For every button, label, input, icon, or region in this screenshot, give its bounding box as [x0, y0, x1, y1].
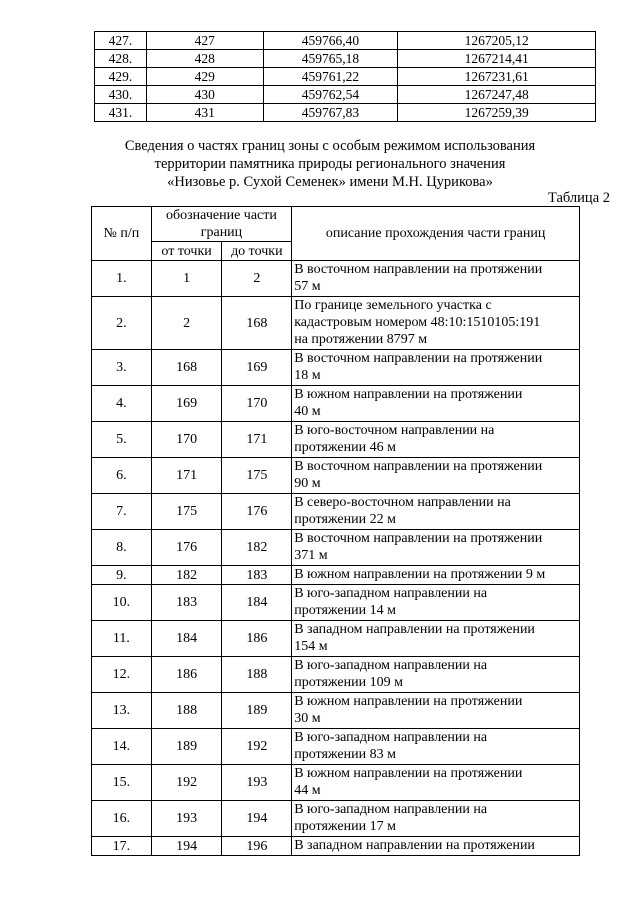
table-row — [92, 386, 580, 422]
table-row — [92, 801, 580, 837]
row-from-point: 176 — [151, 530, 222, 566]
row-description-line: В восточном направлении на протяжении — [294, 351, 543, 366]
table-row — [92, 837, 580, 856]
row-from-point: 175 — [151, 494, 222, 530]
row-description — [292, 765, 580, 801]
row-from-point: 192 — [151, 765, 222, 801]
row-description — [292, 657, 580, 693]
row-description — [292, 729, 580, 765]
row-description-line: В западном направлении на протяжении — [294, 622, 535, 637]
row-description-line: кадастровым номером 48:10:1510105:191 — [294, 315, 541, 330]
row-description-line: В восточном направлении на протяжении — [294, 459, 543, 474]
row-num: 11. — [92, 621, 152, 657]
row-description-line: В северо-восточном направлении на — [294, 495, 511, 510]
table-label: Таблица 2 — [547, 190, 610, 206]
row-to-point: 184 — [222, 585, 292, 621]
row-description — [292, 530, 580, 566]
coordinate-row — [95, 68, 596, 86]
section-heading — [60, 137, 600, 191]
row-from-point: 171 — [151, 458, 222, 494]
row-description-line: В южном направлении на протяжении — [294, 766, 523, 781]
coord-num: 429. — [95, 68, 147, 86]
coord-point: 430 — [146, 86, 263, 104]
row-num: 15. — [92, 765, 152, 801]
header-designation-line-1: обозначение части — [166, 208, 277, 223]
row-description-line: протяжении 14 м — [294, 603, 396, 618]
coord-x: 459762,54 — [263, 86, 398, 104]
coord-point: 429 — [146, 68, 263, 86]
row-description-line: В восточном направлении на протяжении — [294, 531, 543, 546]
row-to-point: 196 — [222, 837, 292, 856]
header-from-point: от точки — [151, 242, 222, 261]
coord-num: 428. — [95, 50, 147, 68]
coord-point: 431 — [146, 104, 263, 122]
coordinate-row — [95, 50, 596, 68]
row-from-point: 193 — [151, 801, 222, 837]
row-description-line: протяжении 22 м — [294, 512, 396, 527]
row-description — [292, 494, 580, 530]
row-description-line: В юго-восточном направлении на — [294, 423, 495, 438]
table-row — [92, 297, 580, 350]
row-num: 8. — [92, 530, 152, 566]
table-row — [92, 621, 580, 657]
row-num: 6. — [92, 458, 152, 494]
row-description-line: В южном направлении на протяжении — [294, 387, 523, 402]
row-num: 1. — [92, 261, 152, 297]
row-description-line: 18 м — [294, 368, 321, 383]
coord-y: 1267247,48 — [398, 86, 596, 104]
row-description-line: протяжении 83 м — [294, 747, 396, 762]
row-to-point: 182 — [222, 530, 292, 566]
row-description — [292, 261, 580, 297]
row-from-point: 189 — [151, 729, 222, 765]
boundary-parts-table — [91, 206, 580, 856]
coordinates-table — [94, 31, 596, 122]
row-description-line: 30 м — [294, 711, 321, 726]
row-from-point: 168 — [151, 350, 222, 386]
row-num: 13. — [92, 693, 152, 729]
row-description-line: 90 м — [294, 476, 321, 491]
row-num: 17. — [92, 837, 152, 856]
table-row — [92, 350, 580, 386]
row-description-line: В юго-западном направлении на — [294, 730, 488, 745]
table-row — [92, 261, 580, 297]
coord-point: 428 — [146, 50, 263, 68]
row-to-point: 192 — [222, 729, 292, 765]
coord-y: 1267214,41 — [398, 50, 596, 68]
coord-y: 1267205,12 — [398, 32, 596, 50]
row-description-line: В южном направлении на протяжении — [294, 694, 523, 709]
coord-y: 1267231,61 — [398, 68, 596, 86]
header-designation-line-2: границ — [200, 225, 243, 240]
row-description — [292, 801, 580, 837]
coord-x: 459765,18 — [263, 50, 398, 68]
row-description-line: 44 м — [294, 783, 321, 798]
coord-x: 459766,40 — [263, 32, 398, 50]
row-description-line: По границе земельного участка с — [294, 298, 492, 313]
row-to-point: 194 — [222, 801, 292, 837]
coordinates-table-body — [95, 32, 596, 122]
coordinate-row — [95, 86, 596, 104]
heading-line-3: «Низовье р. Сухой Семенек» имени М.Н. Цурикова» — [167, 174, 493, 190]
row-num: 5. — [92, 422, 152, 458]
coord-num: 430. — [95, 86, 147, 104]
row-num: 9. — [92, 566, 152, 585]
heading-line-1: Сведения о частях границ зоны с особым режимом использования — [124, 138, 536, 154]
row-description-line: В южном направлении на протяжении 9 м — [294, 567, 546, 582]
coord-y: 1267259,39 — [398, 104, 596, 122]
row-description-line: протяжении 109 м — [294, 675, 403, 690]
row-description — [292, 693, 580, 729]
row-from-point: 2 — [151, 297, 222, 350]
header-description: описание прохождения части границ — [292, 207, 580, 261]
row-description-line: на протяжении 8797 м — [294, 332, 428, 347]
coord-num: 427. — [95, 32, 147, 50]
row-from-point: 186 — [151, 657, 222, 693]
row-description-line: В восточном направлении на протяжении — [294, 262, 543, 277]
row-description — [292, 566, 580, 585]
boundary-parts-table-body — [92, 261, 580, 856]
row-from-point: 183 — [151, 585, 222, 621]
row-description — [292, 585, 580, 621]
row-from-point: 170 — [151, 422, 222, 458]
row-description-line: протяжении 46 м — [294, 440, 396, 455]
header-designation — [151, 207, 292, 242]
row-from-point: 184 — [151, 621, 222, 657]
row-description-line: 40 м — [294, 404, 321, 419]
row-num: 12. — [92, 657, 152, 693]
row-to-point: 193 — [222, 765, 292, 801]
coord-x: 459761,22 — [263, 68, 398, 86]
row-to-point: 175 — [222, 458, 292, 494]
row-to-point: 168 — [222, 297, 292, 350]
table-row — [92, 585, 580, 621]
row-num: 4. — [92, 386, 152, 422]
row-description — [292, 386, 580, 422]
row-to-point: 183 — [222, 566, 292, 585]
row-description — [292, 837, 580, 856]
row-num: 2. — [92, 297, 152, 350]
row-description — [292, 297, 580, 350]
row-description-line: В юго-западном направлении на — [294, 802, 488, 817]
row-num: 3. — [92, 350, 152, 386]
row-to-point: 188 — [222, 657, 292, 693]
table-row — [92, 422, 580, 458]
row-description — [292, 458, 580, 494]
row-description-line: 57 м — [294, 279, 321, 294]
row-to-point: 2 — [222, 261, 292, 297]
row-num: 10. — [92, 585, 152, 621]
row-from-point: 169 — [151, 386, 222, 422]
coordinate-row — [95, 32, 596, 50]
coordinate-row — [95, 104, 596, 122]
table-row — [92, 566, 580, 585]
row-description-line: 154 м — [294, 639, 328, 654]
row-description-line: В юго-западном направлении на — [294, 658, 488, 673]
row-from-point: 182 — [151, 566, 222, 585]
row-to-point: 170 — [222, 386, 292, 422]
coord-point: 427 — [146, 32, 263, 50]
table-row — [92, 693, 580, 729]
row-from-point: 188 — [151, 693, 222, 729]
table-row — [92, 494, 580, 530]
row-description-line: 371 м — [294, 548, 328, 563]
header-to-point: до точки — [222, 242, 292, 261]
row-num: 7. — [92, 494, 152, 530]
table-row — [92, 458, 580, 494]
coord-x: 459767,83 — [263, 104, 398, 122]
row-description-line: В западном направлении на протяжении — [294, 838, 535, 853]
row-to-point: 189 — [222, 693, 292, 729]
row-to-point: 171 — [222, 422, 292, 458]
row-to-point: 176 — [222, 494, 292, 530]
row-from-point: 194 — [151, 837, 222, 856]
row-to-point: 169 — [222, 350, 292, 386]
row-description — [292, 422, 580, 458]
row-description — [292, 350, 580, 386]
header-num: № п/п — [92, 207, 152, 261]
table-row — [92, 729, 580, 765]
row-description-line: В юго-западном направлении на — [294, 586, 488, 601]
table-row — [92, 530, 580, 566]
table-row — [92, 765, 580, 801]
row-to-point: 186 — [222, 621, 292, 657]
heading-line-2: территории памятника природы регионального значения — [154, 156, 506, 172]
row-description — [292, 621, 580, 657]
row-num: 16. — [92, 801, 152, 837]
table-row — [92, 657, 580, 693]
row-from-point: 1 — [151, 261, 222, 297]
coord-num: 431. — [95, 104, 147, 122]
row-num: 14. — [92, 729, 152, 765]
row-description-line: протяжении 17 м — [294, 819, 396, 834]
